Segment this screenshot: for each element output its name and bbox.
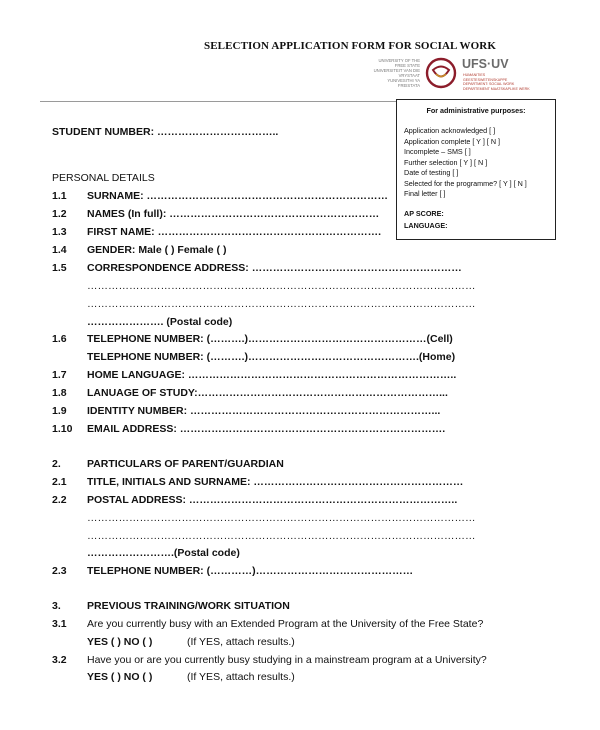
address-line[interactable]: ………………………………………………………………………………………………… <box>87 280 476 292</box>
home-language-field[interactable]: HOME LANGUAGE: ………………………………………………………………….. <box>87 369 457 381</box>
training-heading: PREVIOUS TRAINING/WORK SITUATION <box>87 600 290 612</box>
ufs-emblem-icon <box>424 57 458 89</box>
study-language-field[interactable]: LANUAGE OF STUDY:……………………………………………………………... <box>87 387 448 399</box>
parent-heading: PARTICULARS OF PARENT/GUARDIAN <box>87 458 284 470</box>
address-line[interactable]: ………………………………………………………………………………………………… <box>87 512 476 524</box>
item-number: 2.2 <box>52 494 67 506</box>
parent-telephone-field[interactable]: TELEPHONE NUMBER: (…………)……………………………………… <box>87 565 414 577</box>
admin-box <box>396 99 556 240</box>
faculty-text: HUMANITIES GEESTESWETENSKAPPE DEPARTMENT: SOCIAL WORK DEPARTEMENT MAATSKAPLIKE WERK <box>463 73 530 91</box>
language-label: LANGUAGE: <box>404 221 448 230</box>
admin-line: Application complete [ Y ] [ N ] <box>404 136 501 146</box>
item-number: 2.3 <box>52 565 67 577</box>
address-line[interactable]: ………………………………………………………………………………………………… <box>87 298 476 310</box>
identity-number-field[interactable]: IDENTITY NUMBER: ……………………………………………………………... <box>87 405 441 417</box>
item-number: 1.6 <box>52 333 67 345</box>
parent-postal-address-field[interactable]: POSTAL ADDRESS: ………………………………………………………………….. <box>87 494 458 506</box>
question-extended-program: Are you currently busy with an Extended Program at the University of the Free State? <box>87 618 484 630</box>
email-field[interactable]: EMAIL ADDRESS: …………………………………………………………………. <box>87 423 446 435</box>
item-number: 1.4 <box>52 244 67 256</box>
item-number: 3.2 <box>52 654 67 666</box>
parent-name-field[interactable]: TITLE, INITIALS AND SURNAME: …………………………………………………… <box>87 476 464 488</box>
attach-results-note: (If YES, attach results.) <box>187 671 295 683</box>
ufs-logo <box>366 54 546 94</box>
home-number-field[interactable]: TELEPHONE NUMBER: (……….)………………………………………….(Home) <box>87 351 456 363</box>
correspondence-address-field[interactable]: CORRESPONDENCE ADDRESS: …………………………………………………… <box>87 262 462 274</box>
address-line[interactable]: ………………………………………………………………………………………………… <box>87 530 476 542</box>
surname-field[interactable]: SURNAME: …………………………………………………………… <box>87 190 388 202</box>
section-number: 3. <box>52 600 61 612</box>
item-number: 1.2 <box>52 208 67 220</box>
student-number-field[interactable]: STUDENT NUMBER: …………………………….. <box>52 126 279 138</box>
extended-program-yes-no[interactable]: YES ( ) NO ( ) <box>87 636 153 648</box>
item-number: 1.5 <box>52 262 67 274</box>
attach-results-note: (If YES, attach results.) <box>187 636 295 648</box>
university-seal-text: UNIVERSITY OF THE FREE STATE UNIVERSITEIT VAN DIE VRYSTAAT YUNIVESITHI YA FREISTATA <box>373 58 420 88</box>
admin-line: Final letter [ ] <box>404 189 446 198</box>
parent-postal-code-field[interactable]: …………………….(Postal code) <box>87 547 240 559</box>
names-field[interactable]: NAMES (In full): …………………………………………………… <box>87 208 380 220</box>
admin-line: Incomplete – SMS [ ] <box>404 147 471 156</box>
item-number: 1.3 <box>52 226 67 238</box>
item-number: 1.7 <box>52 369 67 381</box>
item-number: 1.8 <box>52 387 67 399</box>
admin-line: Selected for the programme? [ Y ] [ N ] <box>404 178 527 188</box>
personal-details-heading: PERSONAL DETAILS <box>52 172 155 184</box>
ufs-brand-text: UFS·UV <box>462 57 509 71</box>
ap-score-label: AP SCORE: <box>404 209 444 218</box>
admin-line: Further selection [ Y ] [ N ] <box>404 157 488 167</box>
item-number: 1.10 <box>52 423 73 435</box>
item-number: 1.1 <box>52 190 67 202</box>
question-mainstream-program: Have you or are you currently busy studying in a mainstream program at a University? <box>87 654 487 666</box>
admin-line: Application acknowledged [ ] <box>404 126 496 135</box>
form-title: SELECTION APPLICATION FORM FOR SOCIAL WORK <box>204 40 496 52</box>
item-number: 1.9 <box>52 405 67 417</box>
admin-header: For administrative purposes: <box>426 106 526 115</box>
item-number: 3.1 <box>52 618 67 630</box>
mainstream-program-yes-no[interactable]: YES ( ) NO ( ) <box>87 671 153 683</box>
header-divider <box>40 101 397 102</box>
first-name-field[interactable]: FIRST NAME: ………………………………………………………. <box>87 226 381 238</box>
item-number: 2.1 <box>52 476 67 488</box>
cell-number-field[interactable]: TELEPHONE NUMBER: (……….)……………………………………………(Cell) <box>87 333 453 345</box>
postal-code-field[interactable]: …………………. (Postal code) <box>87 316 233 328</box>
section-number: 2. <box>52 458 61 470</box>
gender-field[interactable]: GENDER: Male ( ) Female ( ) <box>87 244 227 256</box>
admin-line: Date of testing [ ] <box>404 168 459 177</box>
